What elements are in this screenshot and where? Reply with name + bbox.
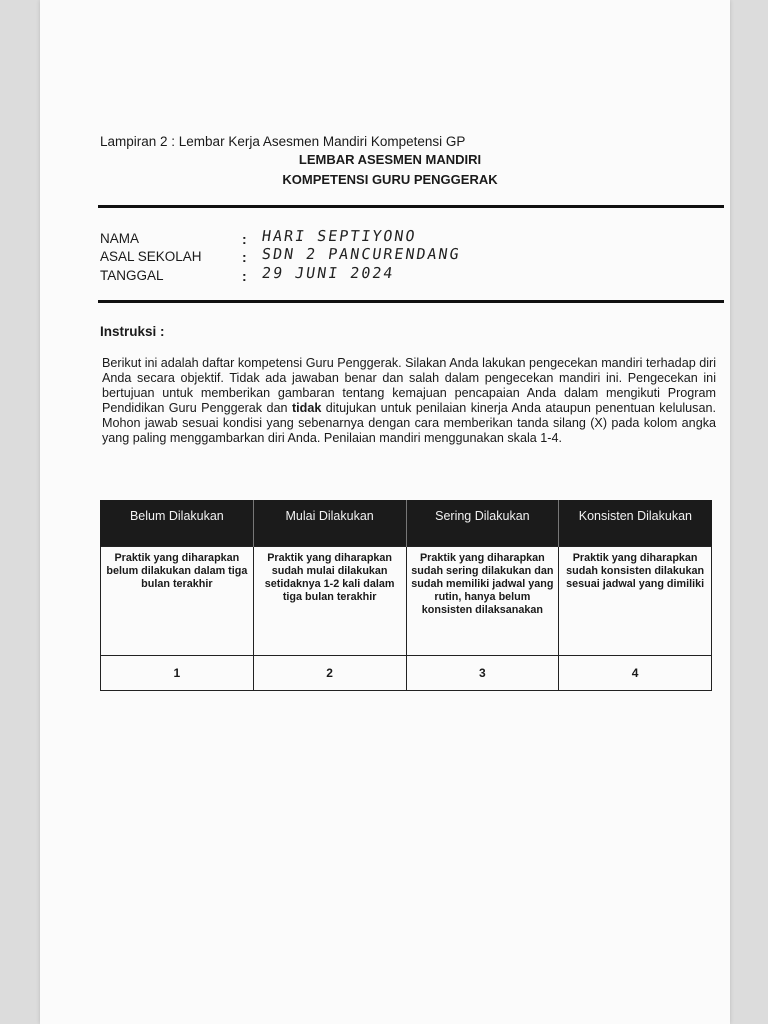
name-value: HARI SEPTIYONO — [260, 227, 418, 245]
description-level-3: Praktik yang diharapkan sudah sering dilakukan dan sudah memiliki jadwal yang rutin, hanya belum konsisten dilaksanakan — [406, 547, 559, 656]
school-colon: : — [242, 249, 247, 265]
document-subtitle: KOMPETENSI GURU PENGGERAK — [282, 172, 498, 187]
description-level-1: Praktik yang diharapkan belum dilakukan dalam tiga bulan terakhir — [101, 547, 254, 656]
instructions-part-2: ditujukan untuk penilaian kinerja Anda ataupun penentuan kelulusan. Mohon jawab sesuai kondisi yang sebenarnya dengan cara memberikan tanda silang (X) pada kolom angka yang paling menggambarkan diri Anda. Penilaian mandiri menggunakan skala 1-4. — [102, 401, 716, 445]
scale-description-row — [101, 547, 712, 656]
header-mulai-dilakukan: Mulai Dilakukan — [253, 500, 406, 547]
scale-header-row — [101, 500, 712, 547]
instructions-bold-word: tidak — [291, 401, 322, 415]
school-value: SDN 2 PANCURENDANG — [260, 245, 462, 263]
name-colon: : — [242, 231, 247, 247]
header-konsisten-dilakukan: Konsisten Dilakukan — [559, 500, 712, 547]
school-label: ASAL SEKOLAH — [100, 249, 202, 264]
document-title: LEMBAR ASESMEN MANDIRI — [298, 152, 482, 167]
description-level-2: Praktik yang diharapkan sudah mulai dilakukan setidaknya 1-2 kali dalam tiga bulan terakhir — [253, 547, 406, 656]
bottom-divider — [98, 300, 724, 303]
date-label: TANGGAL — [100, 268, 164, 283]
header-sering-dilakukan: Sering Dilakukan — [406, 500, 559, 547]
date-value: 29 JUNI 2024 — [260, 264, 396, 282]
scale-table — [100, 500, 712, 691]
attachment-caption: Lampiran 2 : Lembar Kerja Asesmen Mandiri Kompetensi GP — [100, 134, 466, 149]
scale-number-3: 3 — [406, 656, 559, 691]
name-label: NAMA — [100, 231, 140, 246]
instructions-text — [102, 356, 716, 446]
scale-number-1: 1 — [101, 656, 254, 691]
instructions-part-1: Berikut ini adalah daftar kompetensi Guru Penggerak. Silakan Anda lakukan pengecekan mandiri terhadap diri Anda secara objektif. Tidak ada jawaban benar dan salah dalam pengecekan mandiri ini. Pengecekan ini bertujuan untuk memberikan gambaran tentang kemajuan pencapaian Anda dalam mengikuti Program Pendidikan Guru Penggerak dan — [102, 356, 716, 415]
date-colon: : — [242, 268, 247, 284]
header-belum-dilakukan: Belum Dilakukan — [101, 500, 254, 547]
scale-number-4: 4 — [559, 656, 712, 691]
scale-number-2: 2 — [253, 656, 406, 691]
instructions-heading: Instruksi : — [100, 324, 165, 339]
description-level-4: Praktik yang diharapkan sudah konsisten dilakukan sesuai jadwal yang dimiliki — [559, 547, 712, 656]
top-divider — [98, 205, 724, 208]
scale-number-row — [101, 656, 712, 691]
